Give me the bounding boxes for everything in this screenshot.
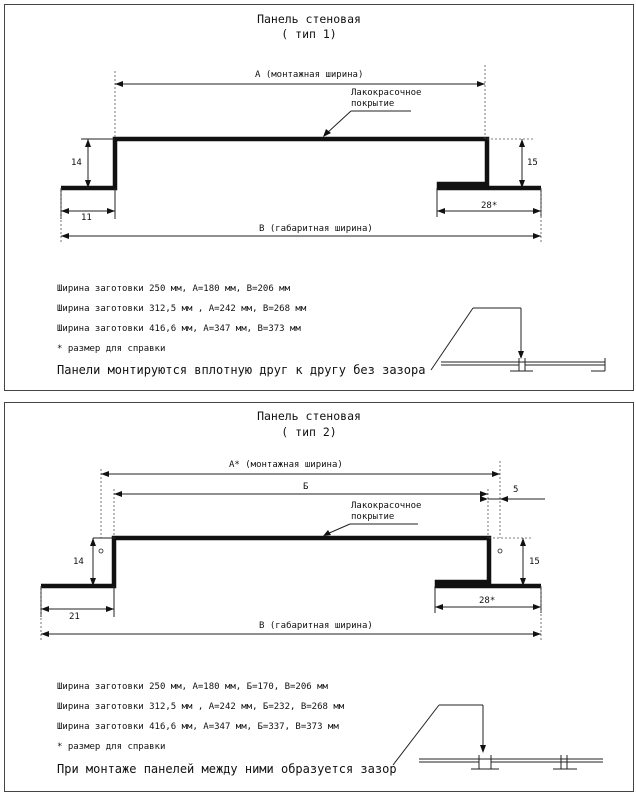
dimension-label-14: 14	[71, 158, 82, 168]
arrowhead	[107, 208, 115, 214]
dimension-label-b: Б	[303, 482, 309, 492]
mounting-note: При монтаже панелей между ними образуется зазор	[57, 762, 397, 776]
coating-label: Лакокрасочное покрытие	[351, 88, 422, 109]
coating-label: Лакокрасочное покрытие	[351, 501, 422, 522]
footnote: * размер для справки	[57, 344, 166, 354]
arrowhead	[323, 530, 331, 536]
dimension-label-a: А (монтажная ширина)	[255, 70, 364, 80]
arrowhead	[85, 139, 91, 147]
arrowhead	[480, 496, 488, 502]
arrowhead	[492, 471, 500, 477]
joint-sketch	[393, 705, 603, 769]
arrowhead	[437, 208, 445, 214]
arrowhead	[41, 631, 49, 637]
spec-line: Ширина заготовки 312,5 мм , А=242 мм, В=268 мм	[57, 304, 307, 314]
arrowhead	[61, 208, 69, 214]
dimension-label-28: 28*	[479, 596, 496, 606]
arrowhead	[533, 233, 541, 239]
reference-point	[99, 549, 103, 553]
arrowhead	[533, 631, 541, 637]
dimension-label-11: 11	[81, 213, 92, 223]
arrowhead	[90, 538, 96, 546]
dimension-label-5: 5	[513, 485, 519, 495]
arrowhead	[435, 604, 443, 610]
joint-sketch	[431, 308, 605, 371]
diagram-subtitle: ( тип 1)	[281, 27, 337, 41]
arrowhead	[500, 496, 508, 502]
arrowhead	[480, 491, 488, 497]
arrowhead	[533, 208, 541, 214]
coating-leader	[327, 524, 350, 534]
dimension-label-v: В (габаритная ширина)	[259, 224, 373, 234]
arrowhead	[477, 81, 485, 87]
dimension-label-14: 14	[73, 557, 84, 567]
dimension-label-28: 28*	[481, 201, 498, 211]
reference-point	[498, 549, 502, 553]
arrowhead	[114, 491, 122, 497]
dimension-label-a: А* (монтажная ширина)	[229, 460, 343, 470]
diagram-title: Панель стеновая	[257, 12, 361, 26]
arrowhead	[533, 604, 541, 610]
diagram-title: Панель стеновая	[257, 409, 361, 423]
panel-profile	[41, 538, 541, 586]
dimension-label-21: 21	[69, 612, 80, 622]
dimension-label-15: 15	[527, 158, 538, 168]
panel-type-1	[4, 4, 634, 391]
mounting-note: Панели монтируются вплотную друг к другу без зазора	[57, 363, 426, 377]
panel-profile	[61, 139, 541, 188]
spec-line: Ширина заготовки 416,6 мм, А=347 мм, В=373 мм	[57, 324, 301, 334]
panel-type-2	[4, 402, 634, 792]
dimension-label-v: В (габаритная ширина)	[259, 621, 373, 631]
arrowhead	[61, 233, 69, 239]
arrowhead	[519, 139, 525, 147]
arrowhead	[106, 606, 114, 612]
diagram-subtitle: ( тип 2)	[281, 425, 337, 439]
arrowhead	[101, 471, 109, 477]
arrowhead	[115, 81, 123, 87]
spec-line: Ширина заготовки 250 мм, А=180 мм, Б=170, В=206 мм	[57, 682, 328, 692]
spec-line: Ширина заготовки 312,5 мм , А=242 мм, Б=232, В=268 мм	[57, 702, 345, 712]
arrowhead	[520, 538, 526, 546]
arrowhead	[41, 606, 49, 612]
footnote: * размер для справки	[57, 742, 166, 752]
coating-leader	[326, 111, 351, 134]
spec-line: Ширина заготовки 250 мм, А=180 мм, В=206 мм	[57, 284, 290, 294]
spec-line: Ширина заготовки 416,6 мм, А=347 мм, Б=337, В=373 мм	[57, 722, 339, 732]
dimension-label-15: 15	[529, 557, 540, 567]
